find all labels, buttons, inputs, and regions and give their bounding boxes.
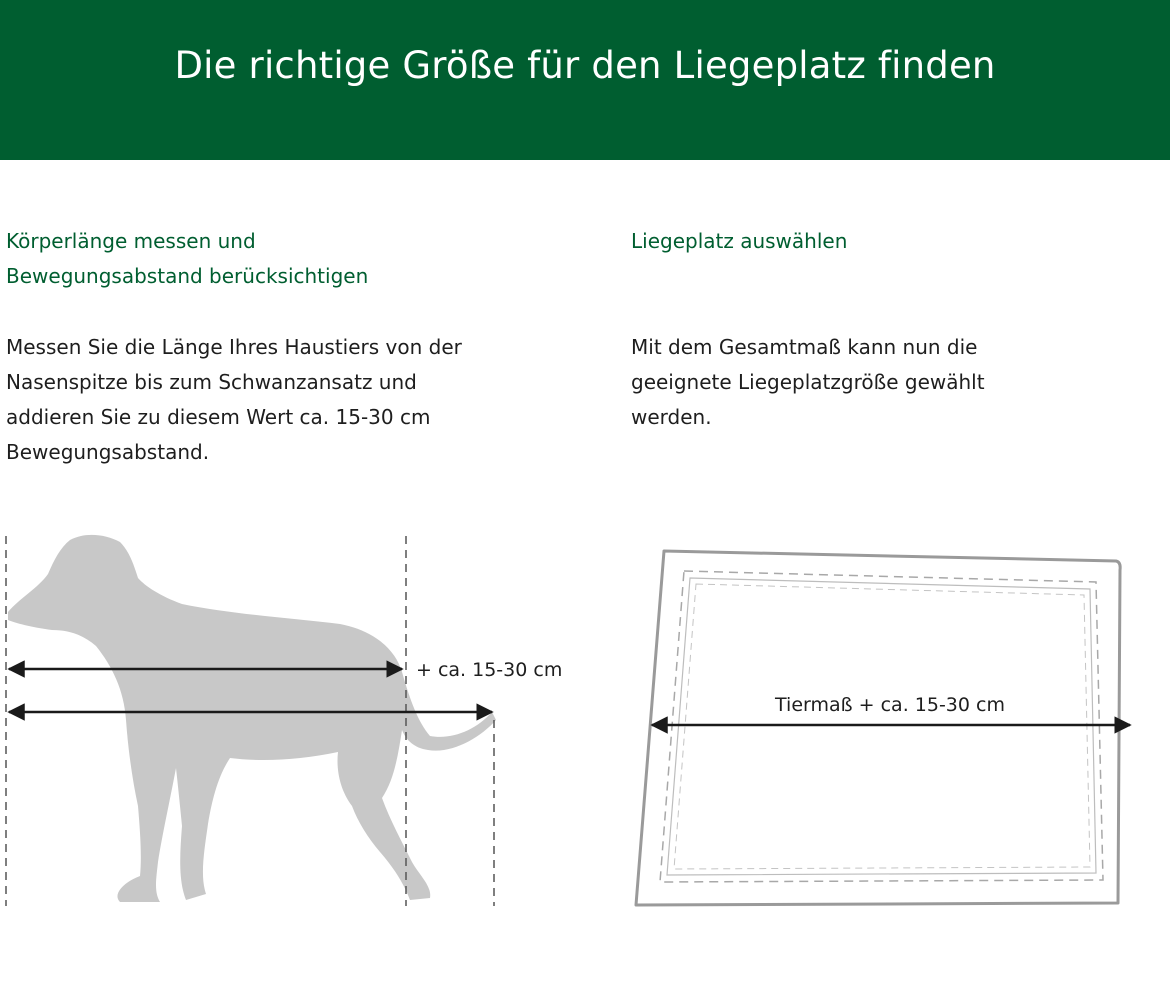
measure-text-line-4: Bewegungsabstand. (6, 440, 210, 464)
dog-silhouette-icon (8, 535, 496, 902)
choose-text-line-1: Mit dem Gesamtmaß kann nun die (631, 335, 978, 359)
choose-text-line-3: werden. (631, 405, 712, 429)
movement-distance-label: + ca. 15-30 cm (416, 659, 563, 681)
measure-text-line-1: Messen Sie die Länge Ihres Haustiers von der (6, 335, 462, 359)
choose-text-line-2: geeignete Liegeplatzgröße gewählt (631, 370, 985, 394)
bed-measure-label: Tiermaß + ca. 15-30 cm (775, 694, 1005, 716)
dog-bed-icon (636, 551, 1120, 905)
choose-section-title: Liegeplatz auswählen (631, 229, 848, 253)
measure-text-line-3: addieren Sie zu diesem Wert ca. 15-30 cm (6, 405, 431, 429)
measure-title-line-2: Bewegungsabstand berücksichtigen (6, 264, 369, 288)
measure-title-line-1: Körperlänge messen und (6, 229, 256, 253)
page-title: Die richtige Größe für den Liegeplatz finden (174, 44, 996, 87)
measure-text-line-2: Nasenspitze bis zum Schwanzansatz und (6, 370, 417, 394)
